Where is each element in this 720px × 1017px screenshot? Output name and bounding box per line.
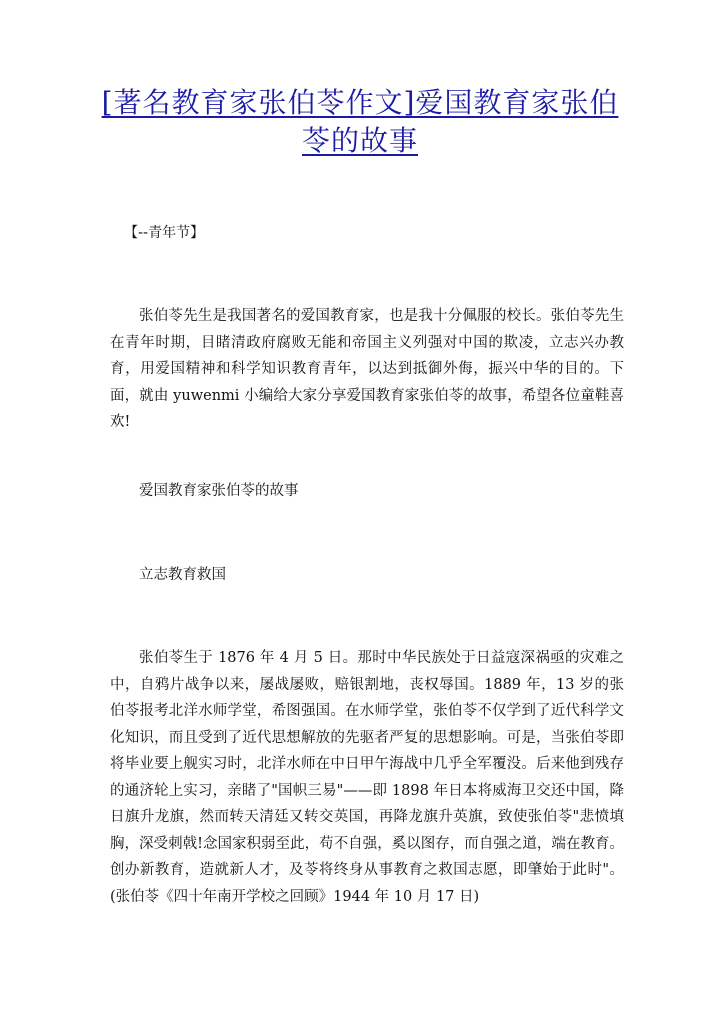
title-line-1: [著名教育家张伯苓作文]爱国教育家张伯: [101, 86, 619, 119]
body-paragraph: 张伯苓生于 1876 年 4 月 5 日。那时中华民族处于日益寇深祸亟的灾难之中，自鸦片战争以来，屡战屡败，赔银割地，丧权辱国。1889 年，13 岁的张伯苓报考北洋水师学堂，希图强国。在水师学堂，张伯苓不仅学到了近代科学文化知识，而且受到了近代思想解放的先驱者严复的思想影响。可是，当张伯苓即将毕业要上舰实习时，北洋水师在中日甲午海战中几乎全军覆没。后来他到残存的通济轮上实习，亲睹了"国帜三易"——即 1898 年日本将威海卫交还中国，降日旗升龙旗，然而转天清廷又转交英国，再降龙旗升英旗，致使张伯苓"悲愤填胸，深受刺戟!念国家积弱至此，苟不自强，奚以图存，而自强之道，端在教育。创办新教育，造就新人才，及苓将终身从事教育之救国志愿，即肇始于此时"。(张伯苓《四十年南开学校之回顾》1944 年 10 月 17 日): [110, 650, 624, 905]
intro-paragraph: 张伯苓先生是我国著名的爱国教育家，也是我十分佩服的校长。张伯苓先生在青年时期，目睹清政府腐败无能和帝国主义列强对中国的欺凌，立志兴办教育，用爱国精神和科学知识教育青年，以达到抵御外侮，振兴中华的目的。下面，就由 yuwenmi 小编给大家分享爱国教育家张伯苓的故事，希望各位童鞋喜欢!: [110, 308, 624, 430]
title-line-2: 苓的故事: [301, 124, 418, 157]
category-tag: 【--青年节】: [124, 225, 205, 241]
subsection-heading: 立志教育救国: [139, 567, 226, 583]
page-title[interactable]: [60, 84, 660, 160]
title-link[interactable]: [102, 86, 619, 157]
section-heading: 爱国教育家张伯苓的故事: [139, 483, 299, 499]
